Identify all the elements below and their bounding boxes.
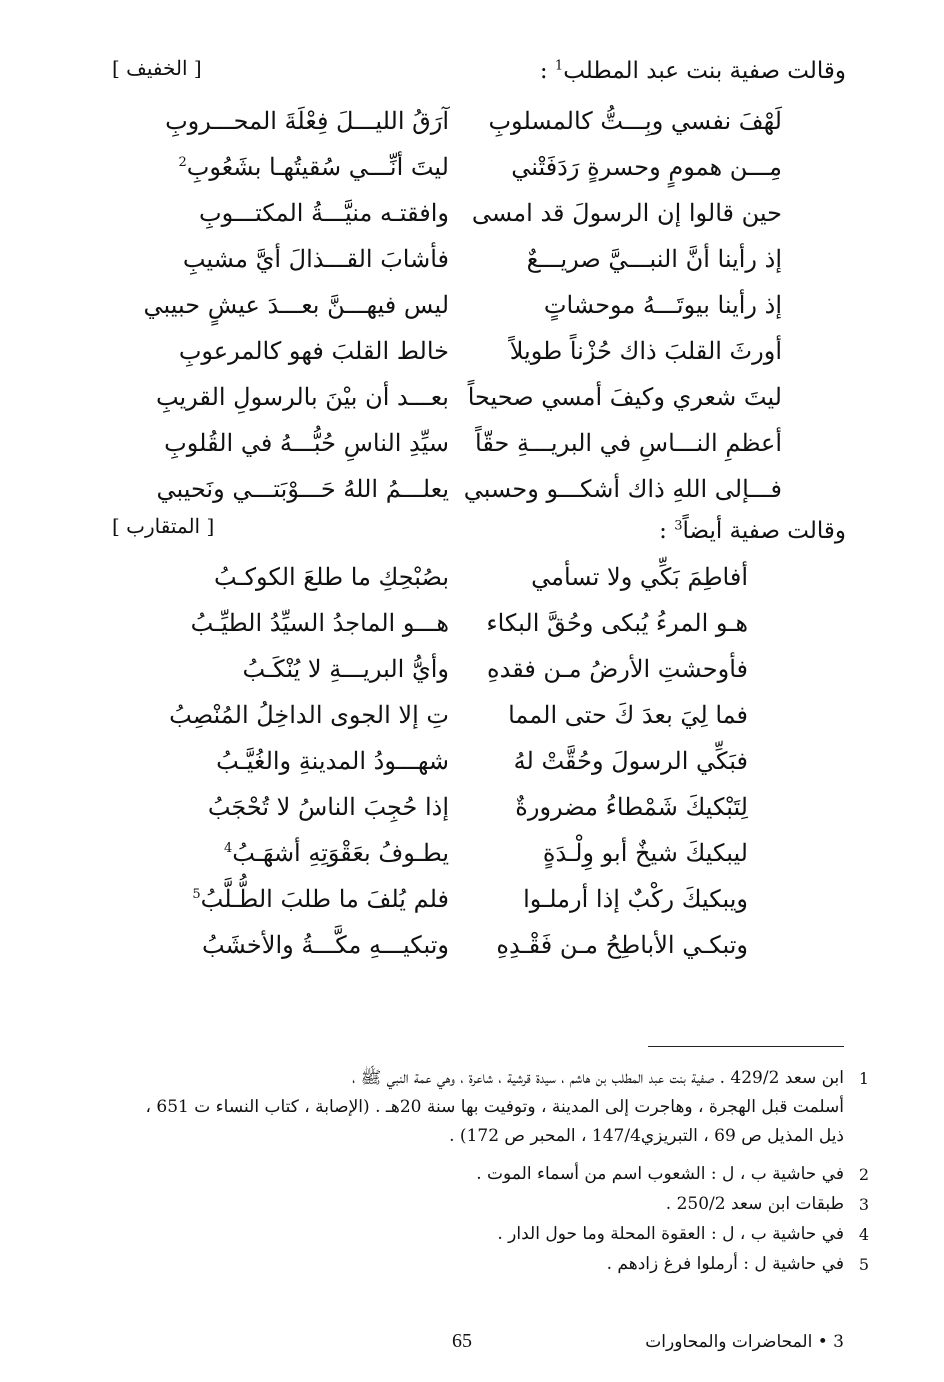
hemistich-right: حين قالوا إن الرسولَ قد امسى	[471, 199, 782, 227]
footnote-number: 3	[858, 1195, 870, 1214]
hemistich-left	[192, 876, 449, 922]
verse	[0, 830, 944, 876]
verse	[0, 190, 944, 236]
verse	[0, 738, 944, 784]
hemistich-left: بصُبْحِكِ ما طلعَ الكوكـبُ	[214, 563, 449, 591]
hemistich-left: هـــو الماجدُ السيِّدُ الطيِّـبُ	[190, 609, 449, 637]
footnote-ref-1[interactable]: 1	[554, 58, 564, 74]
hemistich-right: إذ رأينا أنَّ النبـــيَّ صريـــعٌ	[526, 245, 782, 273]
hemistich-left-text: يطـوفُ بعَقْوَتِهِ أشهَـبُ	[232, 839, 449, 867]
hemistich-right: أورثَ القلبَ ذاك حُزْناً طويلاً	[509, 337, 782, 365]
footnote-line: في حاشية ب ، ل : العقوة المحلة وما حول الدار .	[497, 1224, 844, 1244]
hemistich-left: وتبكيـــهِ مكَّـــةُ والأخشَبُ	[201, 931, 449, 959]
footnote-ref-5[interactable]: 5	[192, 887, 201, 902]
hemistich-right: لَهْفَ نفسي وبِـــتُّ كالمسلوبِ	[488, 107, 782, 135]
hemistich-right: وتبكـي الأباطِحُ مـن فَقْـدِهِ	[496, 931, 748, 959]
footnote-3	[124, 1190, 870, 1219]
verse	[0, 144, 944, 190]
verse	[0, 692, 944, 738]
hemistich-right: أفاطِمَ بَكِّي ولا تسأمي	[531, 563, 748, 591]
section2-heading-text: وقالت صفية أيضاً	[682, 518, 846, 544]
footnote-4	[124, 1220, 870, 1249]
footnote-rule	[648, 1046, 844, 1047]
hemistich-right: فأوحشتِ الأرضُ مـن فقدهِ	[487, 655, 748, 683]
hemistich-left: وافقتـه منيَّـــةُ المكتـــوبِ	[198, 199, 449, 227]
footnote-ref-4[interactable]: 4	[224, 841, 233, 856]
hemistich-left-text: فلم يُلفَ ما طلبَ الطُّـلَّبُ	[200, 885, 449, 913]
hemistich-left: شهـــودُ المدينةِ والغُيَّـبُ	[216, 747, 449, 775]
hemistich-left: بعـــد أن بيْنَ بالرسولِ القريبِ	[155, 383, 449, 411]
section2-heading	[659, 516, 846, 546]
hemistich-right: فما لِيَ بعدَ كَ حتى المما	[508, 701, 748, 729]
hemistich-right: مِـــن همومٍ وحسرةٍ رَدَفَتْني	[511, 153, 782, 181]
hemistich-left: ليس فيهـــنَّ بعـــدَ عيشٍ حبيبي	[143, 291, 449, 319]
footnote-5	[124, 1250, 870, 1279]
verse	[0, 282, 944, 328]
footnote-ref-2[interactable]: 2	[178, 155, 187, 170]
verse	[0, 600, 944, 646]
hemistich-left: آرَقُ الليـــلَ فِعْلَةَ المحـــروبِ	[165, 107, 449, 135]
section2-meter: [ المتقارب ]	[112, 514, 215, 538]
section1-heading	[540, 56, 846, 86]
verse	[0, 420, 944, 466]
verse	[0, 554, 944, 600]
hemistich-left: خالط القلبَ فهو كالمرعوبِ	[178, 337, 449, 365]
hemistich-left: سيِّدِ الناسِ حُبُّـــهُ في القُلوبِ	[164, 429, 449, 457]
hemistich-right: فبَكِّي الرسولَ وحُقَّتْ لهُ	[513, 747, 748, 775]
hemistich-left	[178, 144, 449, 190]
hemistich-left: وأيُّ البريـــةِ لا يُنْكَـبُ	[242, 655, 449, 683]
footnote-1	[124, 1064, 870, 1151]
footnote-number: 2	[858, 1165, 870, 1184]
verse	[0, 922, 944, 968]
footnote-ref-3[interactable]: 3	[674, 518, 683, 534]
running-footer: 3 • المحاضرات والمحاورات	[645, 1332, 844, 1352]
hemistich-left: يعلـــمُ اللهُ حَـــوْبَتـــي ونَحيبي	[156, 475, 449, 503]
footnote-number: 1	[858, 1069, 870, 1088]
verse	[0, 236, 944, 282]
hemistich-left-text: ليتَ أنِّـــي سُقيتُهـا بشَعُوبِ	[186, 153, 449, 181]
verse	[0, 328, 944, 374]
footnote-line: أسلمت قبل الهجرة ، وهاجرت إلى المدينة ، وتوفيت بها سنة 20هـ . (الإصابة ، كتاب النساء ت 651 ،	[145, 1097, 844, 1117]
footnote-line: في حاشية ل : أرملوا فرغ زادهم .	[606, 1254, 844, 1274]
page-number: 65	[452, 1330, 472, 1352]
section1-heading-text: وقالت صفية بنت عبد المطلب	[563, 58, 846, 84]
hemistich-left	[224, 830, 449, 876]
hemistich-left: فأشابَ القـــذالَ أيَّ مشيبِ	[182, 245, 449, 273]
verse	[0, 646, 944, 692]
verse	[0, 784, 944, 830]
section1-meter: [ الخفيف ]	[112, 56, 202, 80]
hemistich-left: إذا حُجِبَ الناسُ لا تُحْجَبُ	[207, 793, 449, 821]
hemistich-left: تِ إلا الجوى الداخِلُ المُنْصِبُ	[169, 701, 449, 729]
hemistich-right: ويبكيكَ ركْبٌ إذا أرملـوا	[523, 885, 748, 913]
footnote-line: ذيل المذيل ص 69 ، التبريزي147/4 ، المحبر ص 172) .	[449, 1126, 844, 1146]
hemistich-right: ليبكيكَ شيخٌ أبو وِلْـدَةٍ	[542, 839, 748, 867]
verse	[0, 98, 944, 144]
verse	[0, 374, 944, 420]
hemistich-right: أعظمِ النـــاسِ في البريـــةِ حقّاً	[475, 429, 782, 457]
hemistich-right: ليتَ شعري وكيفَ أمسي صحيحاً	[467, 383, 782, 411]
hemistich-right: إذ رأينا بيوتَـــهُ موحشاتٍ	[543, 291, 782, 319]
footnote-number: 5	[858, 1255, 870, 1274]
footnote-line: طبقات ابن سعد 250/2 .	[665, 1194, 844, 1214]
footnote-2	[124, 1160, 870, 1189]
hemistich-right: هـو المرءُ يُبكى وحُقَّ البكاء	[486, 609, 748, 637]
verse	[0, 876, 944, 922]
section2-heading-colon: :	[659, 518, 675, 544]
section1-heading-colon: :	[539, 58, 555, 84]
footnote-number: 4	[858, 1225, 870, 1244]
footnote-line: ابن سعد 429/2 . صفية بنت عبد المطلب بن هاشم ، سيدة قرشية ، شاعرة ، وهي عمة النبي ﷺ ،	[352, 1068, 844, 1088]
hemistich-right: لِتَبْكيكَ شَمْطاءُ مضرورةٌ	[515, 793, 748, 821]
footnote-line: في حاشية ب ، ل : الشعوب اسم من أسماء الموت .	[476, 1164, 844, 1184]
hemistich-right: فـــإلى اللهِ ذاك أشكـــو وحسبي	[463, 475, 782, 503]
verse	[0, 466, 944, 512]
